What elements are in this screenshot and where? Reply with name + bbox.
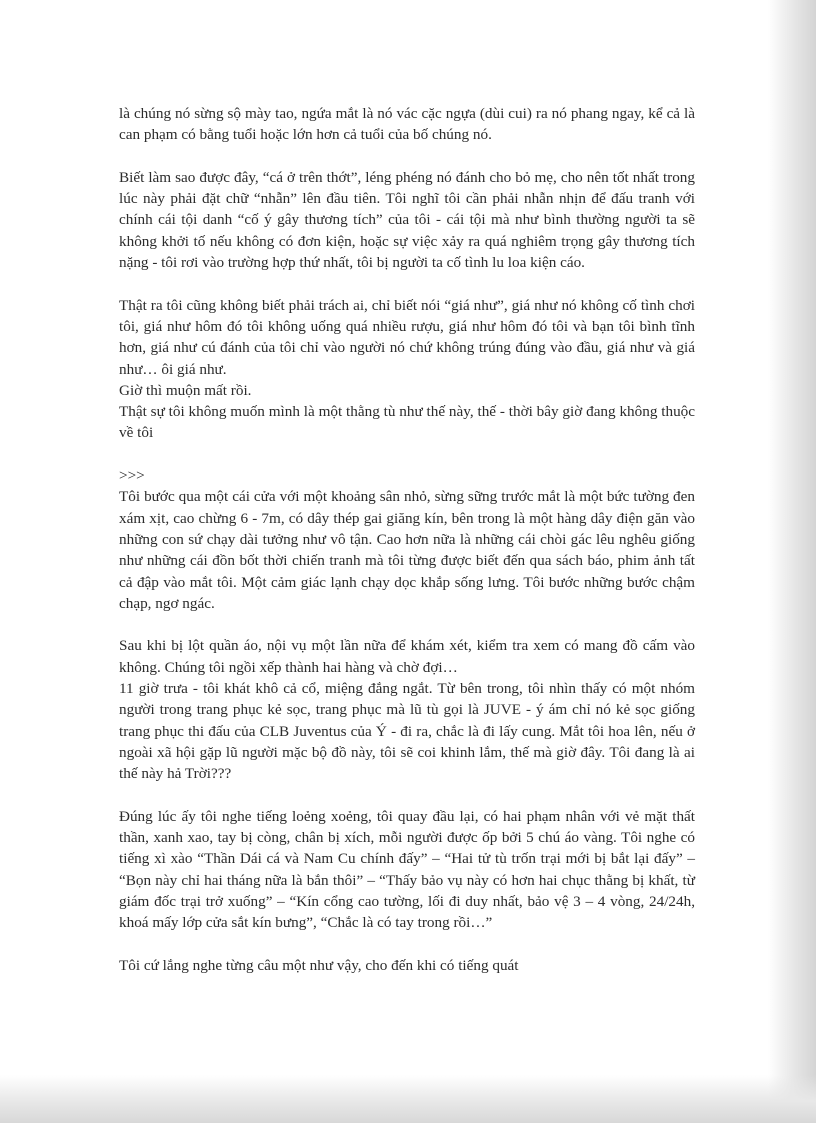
paragraph-7: Sau khi bị lột quần áo, nội vụ một lần nữa để khám xét, kiểm tra xem có mang đồ cấm vào không. Chúng tôi ngồi xếp thành hai hàng và chờ đợi…: [119, 637, 695, 676]
page-edge-shadow-bottom: [0, 1075, 816, 1123]
paragraph-6: Tôi bước qua một cái cửa với một khoảng sân nhỏ, sừng sững trước mắt là một bức tường đen xám xịt, cao chừng 6 - 7m, có dây thép gai giăng kín, bên trong là một hàng dây điện găn vào những con sứ chạy dài tưởng như vô tận. Cao hơn nữa là những cái chòi gác lêu nghêu giống như những cái đồn bốt thời chiến tranh mà tôi từng được biết đến qua sách báo, phim ảnh tất cả đập vào mắt tôi. Một cảm giác lạnh chạy dọc khắp sống lưng. Tôi bước những bước chậm chạp, ngơ ngác.: [119, 488, 695, 612]
paragraph-3: Thật ra tôi cũng không biết phải trách ai, chỉ biết nói “giá như”, giá như nó không cố tình chơi tôi, giá như hôm đó tôi không uống quá nhiều rượu, giá như hôm đó tôi và bạn tôi bình tĩnh hơn, giá như cú đánh của tôi chỉ vào người nó chứ không trúng đúng vào đầu, giá như và giá như… ôi giá như.: [119, 296, 695, 378]
paragraph-9: Đúng lúc ấy tôi nghe tiếng loẻng xoẻng, tôi quay đầu lại, có hai phạm nhân với vẻ mặt thất thần, xanh xao, tay bị còng, chân bị xích, mỗi người được ốp bởi 5 chú áo vàng. Tôi nghe có tiếng xì xào “Thần Dái cá và Nam Cu chính đấy” – “Hai tử tù trốn trại mới bị bắt lại đấy” – “Bọn này chỉ hai tháng nữa là bắn thôi” – “Thấy bảo vụ này có hơn hai chục thằng bị khất, từ giám đốc trại trở xuống” – “Kín cổng cao tường, lối đi duy nhất, bảo vệ 3 – 4 vòng, 24/24h, khoá mấy lớp cửa sắt kín bưng”, “Chắc là có tay trong rồi…”: [119, 807, 695, 932]
section-separator: >>>: [119, 467, 145, 485]
body-text: [119, 103, 695, 976]
paragraph-2: Biết làm sao được đây, “cá ở trên thớt”, léng phéng nó đánh cho bỏ mẹ, cho nên tốt nhất trong lúc này phải đặt chữ “nhẫn” lên đầu tiên. Tôi nghĩ tôi cần phải nhẫn nhịn để đấu tranh với chính cái tội danh “cố ý gây thương tích” của tôi - cái tội mà như bình thường người ta sẽ không khởi tố nếu không có đơn kiện, hoặc sự việc xảy ra quá nghiêm trọng gây thương tích nặng - tôi rơi vào trường hợp thứ nhất, tôi bị người ta cố tình lu loa kiện cáo.: [119, 168, 695, 272]
paragraph-4: Giờ thì muộn mất rồi.: [119, 381, 252, 399]
paragraph-8: 11 giờ trưa - tôi khát khô cả cổ, miệng đắng ngắt. Từ bên trong, tôi nhìn thấy có một nhóm người trong trang phục kẻ sọc, trang phục mà lũ tù gọi là JUVE - ý ám chỉ nó kẻ sọc giống trang phục thi đấu của CLB Juventus của Ý - đi ra, chắc là đi lấy cung. Mắt tôi hoa lên, nếu ở ngoài xã hội gặp lũ người mặc bộ đồ này, tôi sẽ coi khinh lắm, thế mà giờ đây. Tôi đang là ai thế này hả Trời???: [119, 680, 695, 783]
paragraph-1: là chúng nó sừng sộ mày tao, ngứa mắt là nó vác cặc ngựa (dùi cui) ra nó phang ngay, kể cả là can phạm có bằng tuổi hoặc lớn hơn cả tuổi của bố chúng nó.: [119, 105, 695, 144]
paragraph-5: Thật sự tôi không muốn mình là một thằng tù như thế này, thế - thời bây giờ đang không thuộc về tôi: [119, 403, 695, 442]
paragraph-10: Tôi cứ lắng nghe từng câu một như vậy, cho đến khi có tiếng quát: [119, 956, 519, 974]
page-edge-shadow-right: [768, 0, 816, 1123]
